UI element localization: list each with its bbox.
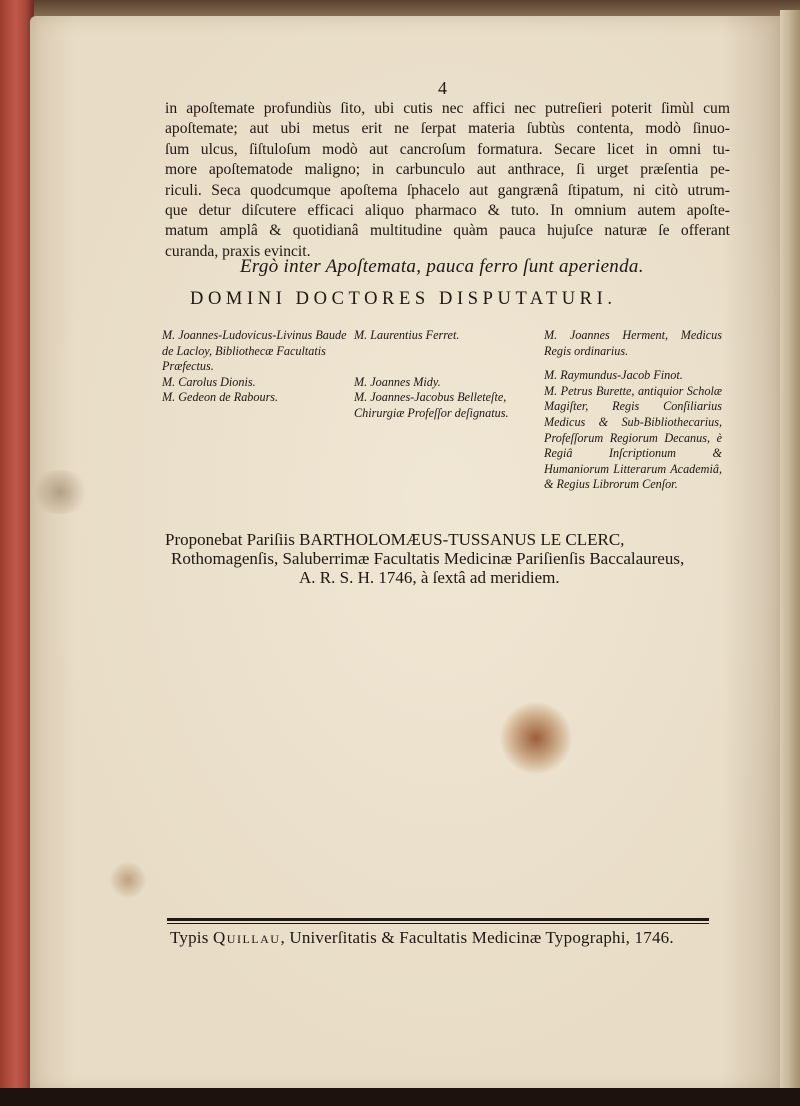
doctor-entry: M. Joannes Herment, Medicus Regis ordinarius.: [544, 328, 722, 358]
proponebat-line: Proponebat Pariſiis BARTHOLOMÆUS-TUSSANUS LE CLERC,: [165, 530, 625, 549]
doctors-column-2: [354, 328, 534, 421]
section-heading: DOMINI DOCTORES DISPUTATURI.: [190, 289, 617, 309]
doctor-entry: M. Gedeon de Rabours.: [162, 390, 279, 405]
paragraph-line: ſum ulcus, ſiſtuloſum modò aut cancroſum formatura. Secare licet in omni tu-: [165, 140, 730, 158]
page-number: 4: [438, 78, 447, 98]
doctor-entry-spacer: [354, 344, 534, 375]
doctor-entry: M. Petrus Burette, antiquior Scholæ Magiſter, Regis Conſiliarius Medicus & Sub-Bibliothecarius, Profeſſorum Regiorum Decanus, è Regiâ Inſcriptionum & Humaniorum Litterarum Academiâ, & Regius Librorum Cenſor.: [544, 383, 722, 492]
conclusion-statement: Ergò inter Apoſtemata, pauca ferro ſunt aperienda.: [240, 256, 644, 277]
proponebat-line: A. R. S. H. 1746, à ſextâ ad meridiem.: [299, 568, 560, 587]
proponebat-block: [165, 530, 725, 587]
doctor-entry: M. Carolus Dionis.: [162, 374, 256, 389]
paragraph-line: more apoſtematode maligno; in carbunculo aut anthrace, ſi urget præſentia pe-: [165, 161, 730, 179]
doctor-entry: M. Joannes Midy.: [354, 374, 441, 389]
foxing-stain: [500, 702, 572, 774]
doctor-entry: M. Joannes-Ludovicus-Livinus Baude de Lacloy, Bibliothecæ Facultatis Præfectus.: [162, 328, 347, 374]
doctor-entry: M. Laurentius Ferret.: [354, 328, 460, 342]
book-spine-edge: [0, 0, 34, 1106]
paragraph-line: riculi. Seca quodcumque apoſtema ſphacelo aut gangrænâ ſtipatum, ni citò utrum-: [165, 181, 730, 199]
paragraph-line: apoſtemate; aut ubi metus erit ne ſerpat materia ſubtùs contenta, modò ſinuo-: [165, 120, 730, 138]
proponebat-line: Rothomagenſis, Saluberrimæ Facultatis Medicinæ Pariſienſis Baccalaureus,: [171, 549, 685, 568]
paragraph-line: que detur diſcutere efficaci aliquo pharmaco & tuto. In omnium autem apoſte-: [165, 202, 730, 220]
footer-printer-name: Quillau: [213, 928, 281, 947]
doctor-entry: M. Raymundus-Jacob Finot.: [544, 368, 683, 383]
body-paragraph: [165, 99, 730, 262]
doctors-column-1: [162, 328, 352, 406]
foxing-stain: [108, 862, 148, 898]
footer-rest: , Univerſitatis & Facultatis Medicinæ Typographi, 1746.: [280, 928, 674, 947]
paragraph-line: curanda, praxis evincit.: [165, 242, 311, 260]
doctor-entry: M. Joannes-Jacobus Belleteſte, Chirurgiæ Profeſſor deſignatus.: [354, 390, 509, 420]
footer-prefix: Typis: [170, 928, 209, 947]
doctor-entry-spacer: [544, 359, 722, 368]
paragraph-line: in apoſtemate profundiùs ſito, ubi cutis nec affici nec putreſieri poterit ſimùl cum: [165, 100, 730, 117]
foxing-stain: [30, 470, 90, 514]
footer-rule-thin: [167, 923, 709, 924]
paragraph-line: matum amplâ & quotidianâ multitudine quàm pauca hujuſce naturæ ſe offerant: [165, 222, 730, 240]
footer-rule-thick: [167, 918, 709, 921]
page-stack-edge: [780, 10, 800, 1090]
doctors-column-3: [544, 328, 722, 493]
book-bottom-edge: [0, 1088, 800, 1106]
printer-footer: [170, 928, 726, 948]
